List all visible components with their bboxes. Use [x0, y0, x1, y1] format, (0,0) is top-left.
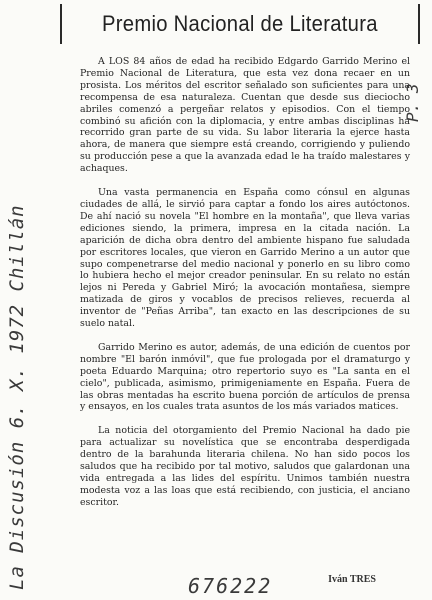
- article-paragraph: Garrido Merino es autor, además, de una edición de cuentos por nombre "El barón inmóvil", que fue prologada por el dramaturgo y poeta Eduardo Marquina; otro repertorio suyo es "La santa en el cielo", publicada, asimismo, primigeniamente en España. Fuera de las obras mentadas ha escrito buena porción de artículos de prensa y ensayos, en los cuales trata asuntos de los más variados matices.: [80, 341, 410, 413]
- article-paragraph: A LOS 84 años de edad ha recibido Edgardo Garrido Merino el Premio Nacional de Literatura, que esta vez dona recaer en un prosista. Los méritos del escritor señalado son suficientes para una recompensa de esa naturaleza. Cuentan que desde sus dieciocho abriles comenzó a pergeñar relatos y episodios. Con el tiempo combinó su afición con la diplomacia, y entre ambas disciplinas ha recorrido gran parte de su vida. Su labor literaria la ejerce hasta ahora, de manera que siempre está creando, corrigiendo y puliendo su producción pese a que la avanzada edad le ha traído malestares y achaques.: [80, 56, 410, 175]
- handwritten-page-note: P. 3: [403, 83, 422, 122]
- handwritten-catalog-number: 676222: [188, 574, 273, 598]
- headline: Premio Nacional de Literatura: [102, 11, 378, 36]
- article-paragraph: La noticia del otorgamiento del Premio Nacional ha dado pie para actualizar su novelística que se encontraba desperdigada dentro de la barahunda literaria chilena. No han sido pocos los saludos que ha recibido por tal motivo, saludos que galardonan una vida entregada a las lides del espíritu. Unimos también nuestra modesta voz a las loas que está recibiendo, con justicia, el anciano escritor.: [80, 425, 410, 508]
- article-paragraph: Una vasta permanencia en España como cónsul en algunas ciudades de allá, le sirvió para captar a fondo los aires autóctonos. De ahí nació su novela "El hombre en la montaña", que lleva varias ediciones siendo, la primera, impresa en la citada nación. La aparición de dicha obra dentro del ambiente hispano fue saludada por escritores locales, que vieron en Garrido Merino a un autor que supo compenetrarse del medio nacional y ponerlo en su libro como lo hubiera hecho el mejor creador peninsular. En su relato no están lejos ni Pereda y Gabriel Miró; la avocación montañesa, siempre matizada de giros y vocablos de precisos relieves, recuerda al inventor de "Peñas Arriba", tan exacto en las descripciones de su suelo natal.: [80, 187, 410, 330]
- headline-frame: [60, 4, 420, 44]
- handwritten-source-note: La Discusión 6. X. 1972 Chillán: [6, 204, 28, 590]
- byline: Iván TRES: [328, 574, 376, 585]
- article-body: [80, 56, 410, 521]
